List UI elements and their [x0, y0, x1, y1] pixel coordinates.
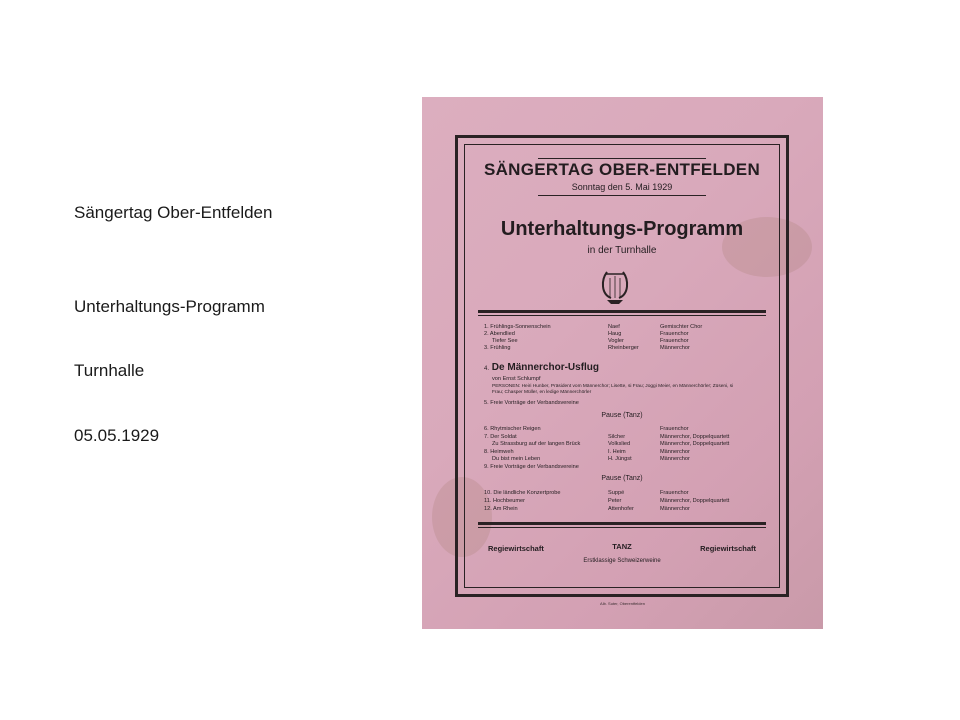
- footer-right: Regiewirtschaft: [700, 544, 756, 553]
- section-bar: [478, 522, 766, 525]
- section-rule: [478, 527, 766, 528]
- flyer-border: [455, 135, 789, 597]
- pause-label: Pause (Tanz): [601, 412, 643, 419]
- printer-credit: Alb. Suter, Oberentfelden: [600, 601, 645, 606]
- flyer-title: SÄNGERTAG OBER-ENTFELDEN: [483, 160, 761, 179]
- date-rule: [538, 195, 706, 196]
- event-date: 05.05.1929: [74, 426, 160, 445]
- section-bar: [478, 310, 766, 313]
- venue: in der Turnhalle: [587, 245, 657, 256]
- footer-left: Regiewirtschaft: [488, 544, 544, 553]
- program-name: Unterhaltungs-Programm: [74, 297, 265, 316]
- lyre-icon: [597, 266, 633, 306]
- pause-label: Pause (Tanz): [601, 475, 643, 482]
- footer-wine: Erstklassige Schweizerweine: [583, 558, 661, 564]
- title-rule: [538, 158, 706, 159]
- section-rule: [478, 315, 766, 316]
- feature-persons: PERSONEN: Heiri Hunber, Präsident vom Männerchor; Lisette, si Frau; Joggi Meier, en Männerchörler; Züseni, si Frau; Chasper Müller, en ledige Männerchörler: [492, 384, 734, 395]
- flyer-date: Sonntag den 5. Mai 1929: [571, 182, 673, 192]
- location: Turnhalle: [74, 361, 145, 380]
- event-name: Sängertag Ober-Entfelden: [74, 203, 273, 222]
- program-title: Unterhaltungs-Programm: [500, 218, 744, 240]
- flyer-photo: [422, 97, 823, 629]
- footer-center: TANZ: [612, 542, 632, 551]
- feature-title: 4. De Männerchor-Usflug: [484, 362, 600, 373]
- flyer-content: SÄNGERTAG OBER-ENTFELDEN Sonntag den 5. Mai 1929 Unterhaltungs-Programm in der Turnhalle 1. Frühlings-Sonnenschein Naef Gemischter Chor 2. Abendlied Haug Frauenchor Tiefer See Vogler Frauenchor 3. Frühling Rheinberger Männerchor 4. De Männerchor-Usflug von Ernst Schlumpf PERSONEN: Heiri Hunber, Präsident vom Männerchor; Lisette, si Frau; Joggi Meier, en Männerchörler; Züseni, si Frau; Chasper Müller, en ledige Männerchörler 5. Freie Vorträge der Verbandsvereine Pause (Tanz) 6. Rhytmischer Reigen Frauenchor 7. Der Soldat Silcher Männerchor, Doppelquartett Zu Strassburg auf der langen Brück Volkslied Männerchor, Doppelquartett 8. Heimweh I. Heim Männerchor Du bist mein Leben H. Jüngst Männerchor 9. Freie Vorträge der Verbandsvereine Pause (Tanz) 10. Die ländliche Konzertprobe Suppé Frauenchor 11. Hochbeumer Peter Männerchor, Doppelquartett 12. Am Rhein Attenhofer Männerchor Regiewirtschaft TANZ Regiewirtschaft Erstklassige Schweizerweine: [458, 138, 786, 594]
